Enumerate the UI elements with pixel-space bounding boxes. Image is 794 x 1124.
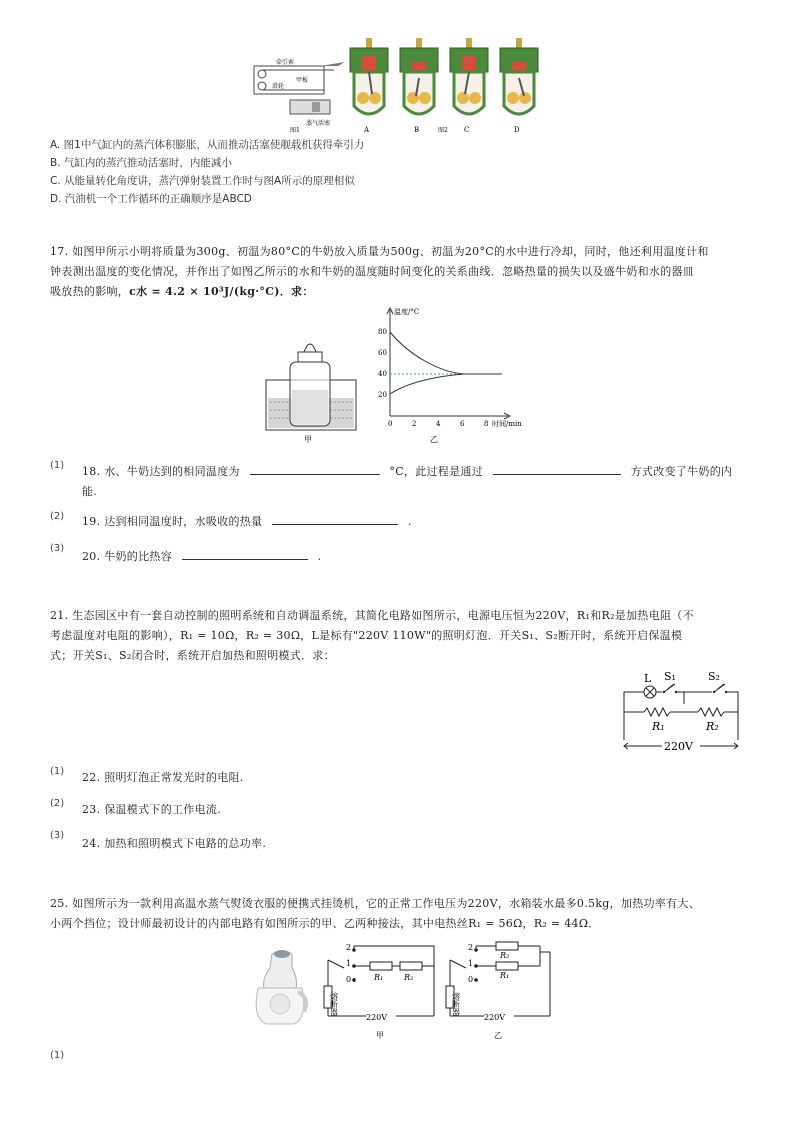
circuit-label-l: L <box>644 672 652 685</box>
q17-sub3-num: (3) <box>50 543 65 554</box>
engine-A <box>350 38 388 134</box>
q21-sub3: 24. 加热和照明模式下电路的总功率. <box>82 837 267 850</box>
q17-sub1-text-c: 方式改变了牛奶的内 <box>630 465 733 478</box>
answer-blank-method[interactable] <box>493 462 621 475</box>
answer-blank-specific-heat[interactable] <box>182 547 308 560</box>
jia-r2: R₂ <box>404 973 414 982</box>
fig-yi-caption: 乙 <box>430 435 438 444</box>
q25-sub1-num: (1) <box>50 1050 65 1061</box>
q25-text <box>50 894 744 934</box>
xtick-2: 2 <box>412 420 417 428</box>
yi-caption: 乙 <box>494 1031 502 1040</box>
xtick-8: 8 <box>484 420 489 428</box>
jia-pos-1: 1 <box>346 959 352 968</box>
circuit-label-r2: R₂ <box>706 720 719 733</box>
q17-sub2-text-a: 19. 达到相同温度时，水吸收的热量 <box>82 515 263 528</box>
engine-B <box>400 38 438 134</box>
q17-sub2-num: (2) <box>50 511 65 522</box>
label-deck: 甲板 <box>296 77 309 84</box>
ytick-60: 60 <box>378 349 387 357</box>
fig2-caption: 图2 <box>438 127 448 134</box>
x-axis-label: 时间/min <box>492 420 522 428</box>
q17-sub1 <box>82 462 742 502</box>
q21-circuit <box>614 664 748 758</box>
q17-sub1-num: (1) <box>50 460 65 471</box>
yi-r1: R₁ <box>500 971 510 980</box>
q25-circuit-yi <box>440 932 560 1042</box>
steamer-image <box>248 948 312 1028</box>
q16-option-d: D. 汽油机一个工作循环的正确顺序是ABCD <box>50 193 252 205</box>
q21-line3: 式；开关S₁、S₂闭合时，系统开启加热和照明模式．求： <box>50 649 335 662</box>
q17-text <box>50 242 744 302</box>
q21-text <box>50 606 744 666</box>
engine-b-label: B <box>414 126 420 134</box>
q16-fig1 <box>254 58 345 134</box>
yi-r2: R₂ <box>500 951 510 960</box>
yi-fuse: 熔断器 <box>451 992 461 1016</box>
q17-fig-jia <box>260 340 360 444</box>
q21-sub1-num: (1) <box>50 766 65 777</box>
xtick-0: 0 <box>388 420 393 428</box>
q17-sub2-text-b: . <box>407 515 412 528</box>
q17-fig-yi-graph <box>368 304 538 446</box>
q17-formula: c水 = 4.2 × 10³J/(kg·°C)．求： <box>129 285 314 298</box>
jia-caption: 甲 <box>376 1031 384 1040</box>
q17-sub3-text-b: . <box>317 550 322 563</box>
fig1-caption: 图1 <box>290 127 300 134</box>
engine-c-label: C <box>464 126 470 134</box>
milk-curve <box>390 332 502 374</box>
jia-fuse: 熔断器 <box>329 992 339 1016</box>
yi-pos-2: 2 <box>468 943 474 952</box>
circuit-label-voltage: 220V <box>664 740 693 753</box>
circuit-label-s2: S₂ <box>708 670 720 683</box>
q16-option-a: A. 图1中气缸内的蒸汽体积膨胀，从而推动活塞使舰载机获得牵引力 <box>50 139 365 151</box>
label-piston: 蒸气活塞 <box>306 120 331 127</box>
xtick-4: 4 <box>436 420 441 428</box>
engine-D <box>500 38 538 134</box>
engine-a-label: A <box>364 126 370 134</box>
q17-line2: 钟表测出温度的变化情况，并作出了如图乙所示的水和牛奶的温度随时间变化的关系曲线．忽略热量的损失以及盛牛奶和水的器皿 <box>50 265 695 278</box>
xtick-6: 6 <box>460 420 465 428</box>
q16-figures <box>250 36 550 136</box>
q16-option-b: B. 气缸内的蒸汽推动活塞时，内能减小 <box>50 157 232 169</box>
yi-pos-1: 1 <box>468 959 474 968</box>
engine-C <box>450 38 488 134</box>
q21-sub1: 22. 照明灯泡正常发光时的电阻. <box>82 771 244 784</box>
q21-sub2-num: (2) <box>50 798 65 809</box>
yi-voltage: 220V <box>484 1013 506 1022</box>
jia-pos-2: 2 <box>346 943 352 952</box>
q21-line1: 21. 生态园区中有一套自动控制的照明系统和自动调温系统，其简化电路如图所示，电源电压恒为220V，R₁和R₂是加热电阻（不 <box>50 609 694 622</box>
label-traction: 牵引索 <box>276 59 295 66</box>
jia-voltage: 220V <box>366 1013 388 1022</box>
water-curve <box>390 374 464 394</box>
label-pulley: 滑轮 <box>272 83 285 90</box>
q25-line2: 小两个挡位；设计师最初设计的内部电路有如图所示的甲、乙两种接法，其中电热丝R₁ = 56Ω，R₂ = 44Ω． <box>50 917 600 930</box>
answer-blank-heat[interactable] <box>272 512 398 525</box>
q17-sub3 <box>82 547 321 567</box>
engine-d-label: D <box>514 126 520 134</box>
fig-jia-caption: 甲 <box>304 435 312 444</box>
q25-circuit-jia <box>318 940 438 1042</box>
circuit-label-s1: S₁ <box>664 670 676 683</box>
circuit-label-r1: R₁ <box>652 720 665 733</box>
q16-option-c: C. 从能量转化角度讲，蒸汽弹射装置工作时与图A所示的原理相似 <box>50 175 355 187</box>
yi-pos-0: 0 <box>468 975 474 984</box>
q17-sub3-text-a: 20. 牛奶的比热容 <box>82 550 172 563</box>
answer-blank-temp[interactable] <box>250 462 380 475</box>
jia-r1: R₁ <box>374 973 384 982</box>
q17-sub1-text-d: 能. <box>82 485 98 498</box>
q17-line3: 吸放热的影响， <box>50 285 130 298</box>
ytick-40: 40 <box>378 370 387 378</box>
q17-sub1-text-b: °C，此过程是通过 <box>389 465 484 478</box>
jia-pos-0: 0 <box>346 975 352 984</box>
q25-line1: 25. 如图所示为一款利用高温水蒸气熨烫衣服的便携式挂烫机，它的正常工作电压为220V，水箱装水最多0.5kg，加热功率有大、 <box>50 897 701 910</box>
y-axis-label: 温度/°C <box>394 308 420 316</box>
ytick-20: 20 <box>378 391 387 399</box>
q17-line1: 17. 如图甲所示小明将质量为300g、初温为80°C的牛奶放入质量为500g、初温为20°C的水中进行冷却，同时，他还利用温度计和 <box>50 245 709 258</box>
q21-sub2: 23. 保温模式下的工作电流. <box>82 803 221 816</box>
q16-fig2 <box>350 38 538 134</box>
q17-sub1-text-a: 18. 水、牛奶达到的相同温度为 <box>82 465 240 478</box>
q17-sub2 <box>82 512 412 532</box>
ytick-80: 80 <box>378 328 387 336</box>
q21-sub3-num: (3) <box>50 830 65 841</box>
q21-line2: 考虑温度对电阻的影响），R₁ = 10Ω，R₂ = 30Ω，L是标有"220V 110W"的照明灯泡．开关S₁、S₂断开时，系统开启保温模 <box>50 629 683 642</box>
